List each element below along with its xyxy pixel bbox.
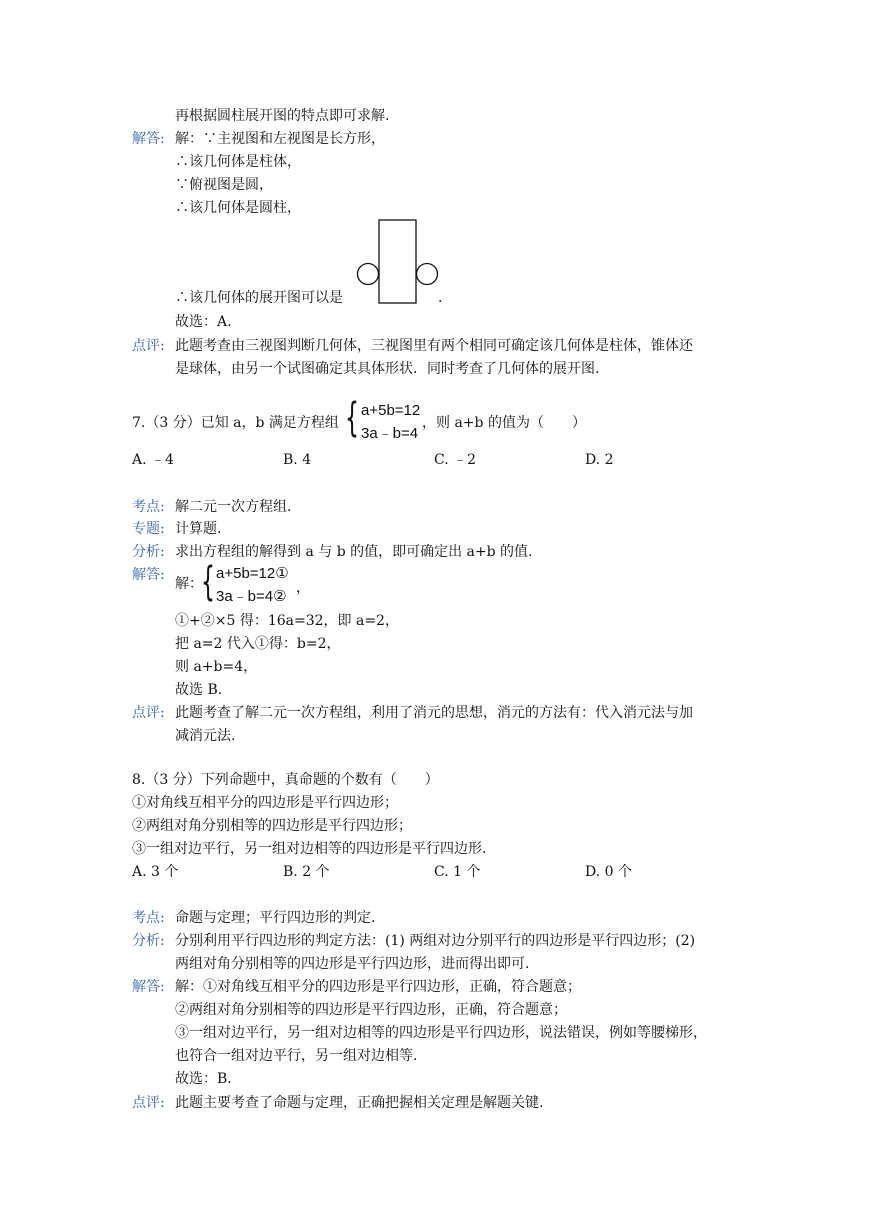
text-line: 则 a+b=4， xyxy=(175,659,258,675)
option-c: C. 1 个 xyxy=(434,864,481,880)
net-rectangle xyxy=(379,220,416,303)
equation: 3a﹣b=4② xyxy=(216,588,287,605)
brace: { xyxy=(201,559,215,605)
question-8-stem: 8.（3 分）下列命题中，真命题的个数有（ ） xyxy=(132,772,439,788)
option-a: A. ﹣4 xyxy=(132,452,174,468)
text-line: 解： xyxy=(175,576,203,592)
label-answer: 解答: xyxy=(132,131,165,147)
proposition: ③一组对边平行，另一组对边相等的四边形是平行四边形. xyxy=(132,841,487,857)
label-analysis: 分析: xyxy=(132,544,165,560)
text-line: 命题与定理；平行四边形的判定. xyxy=(175,910,376,926)
option-c: C. ﹣2 xyxy=(434,452,477,468)
text-line: 此题考查由三视图判断几何体，三视图里有两个相同可确定该几何体是柱体，锥体还 xyxy=(175,338,693,354)
text-line: 把 a=2 代入①得：b=2， xyxy=(175,636,341,652)
text-line: 两组对角分别相等的四边形是平行四边形，进而得出即可. xyxy=(175,956,530,972)
text-line: ②两组对角分别相等的四边形是平行四边形，正确，符合题意； xyxy=(175,1002,567,1018)
text-line: 再根据圆柱展开图的特点即可求解. xyxy=(175,108,390,124)
text-line: 此题考查了解二元一次方程组，利用了消元的思想，消元的方法有：代入消元法与加 xyxy=(175,705,693,721)
label-comment: 点评: xyxy=(132,1095,165,1111)
question-7-stem: 7.（3 分）已知 a，b 满足方程组 xyxy=(132,415,339,431)
text-line: . xyxy=(438,290,443,306)
label-point: 考点: xyxy=(132,910,165,926)
text-line: ， xyxy=(296,580,310,596)
text-line: 故选：A. xyxy=(175,314,232,330)
text-line: 减消元法. xyxy=(175,728,236,744)
text-line: ∴该几何体的展开图可以是 xyxy=(175,290,343,306)
text-line: 计算题. xyxy=(175,521,222,537)
text-line: 解二元一次方程组. xyxy=(175,499,292,515)
text-line: 分别利用平行四边形的判定方法：(1) 两组对边分别平行的四边形是平行四边形；(2) xyxy=(175,933,696,949)
label-answer: 解答: xyxy=(132,567,165,583)
option-a: A. 3 个 xyxy=(132,864,179,880)
equation: 3a﹣b=4 xyxy=(361,425,419,442)
text-line: ∴该几何体是柱体， xyxy=(175,154,301,170)
text-line: ①+②×5 得：16a=32，即 a=2， xyxy=(175,613,399,629)
proposition: ②两组对角分别相等的四边形是平行四边形； xyxy=(132,818,412,834)
text-line: 是球体，由另一个试图确定其具体形状．同时考查了几何体的展开图. xyxy=(175,361,600,377)
text-line: 故选 B. xyxy=(175,682,223,698)
text-line: 也符合一组对边平行，另一组对边相等. xyxy=(175,1048,418,1064)
option-d: D. 0 个 xyxy=(585,864,632,880)
text-line: ∴该几何体是圆柱， xyxy=(175,200,301,216)
option-b: B. 4 xyxy=(283,452,312,468)
net-right-circle xyxy=(417,264,438,285)
option-b: B. 2 个 xyxy=(283,864,330,880)
text-line: ∵俯视图是圆， xyxy=(175,177,273,193)
net-left-circle xyxy=(358,264,379,285)
label-comment: 点评: xyxy=(132,338,165,354)
equation: a+5b=12① xyxy=(216,565,289,582)
text-line: 故选：B. xyxy=(175,1071,232,1087)
text-line: 解：①对角线互相平分的四边形是平行四边形，正确，符合题意； xyxy=(175,979,581,995)
cylinder-net-figure xyxy=(355,218,443,306)
equation: a+5b=12 xyxy=(361,402,421,419)
text-line: ③一组对边平行，另一组对边相等的四边形是平行四边形，说法错误，例如等腰梯形， xyxy=(175,1025,707,1041)
option-d: D. 2 xyxy=(585,452,614,468)
label-point: 考点: xyxy=(132,499,165,515)
question-7-stem-end: ，则 a+b 的值为（ ） xyxy=(422,415,586,431)
proposition: ①对角线互相平分的四边形是平行四边形； xyxy=(132,795,398,811)
label-answer: 解答: xyxy=(132,979,165,995)
brace: { xyxy=(345,395,359,441)
label-comment: 点评: xyxy=(132,705,165,721)
text-line: 此题主要考查了命题与定理，正确把握相关定理是解题关键. xyxy=(175,1095,544,1111)
text-line: 求出方程组的解得到 a 与 b 的值，即可确定出 a+b 的值. xyxy=(175,544,533,560)
label-analysis: 分析: xyxy=(132,933,165,949)
label-topic: 专题: xyxy=(132,521,165,537)
text-line: 解：∵主视图和左视图是长方形， xyxy=(175,131,385,147)
